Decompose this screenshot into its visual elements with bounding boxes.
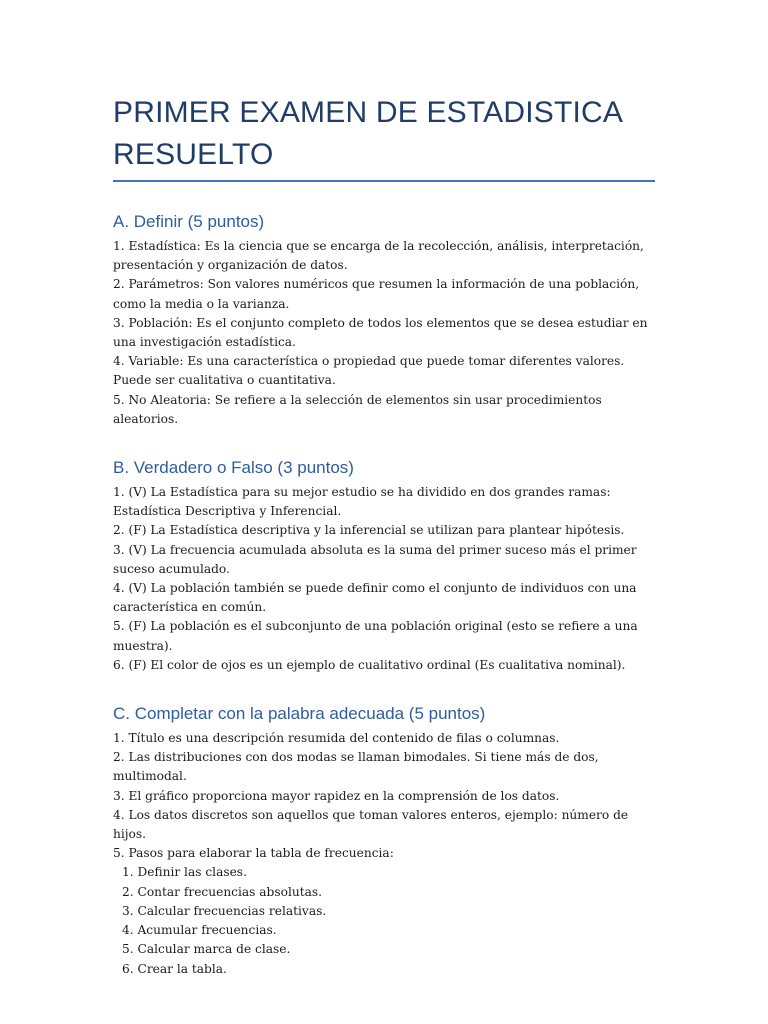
list-item: 6. (F) El color de ojos es un ejemplo de cualitativo ordinal (Es cualitativa nominal).: [113, 657, 626, 672]
sub-list-item: 1. Definir las clases.: [122, 865, 247, 880]
sub-list-item: 4. Acumular frecuencias.: [122, 923, 277, 938]
list-item: 1. Título es una descripción resumida del contenido de filas o columnas.: [113, 731, 560, 746]
section-heading: A. Definir (5 puntos): [113, 212, 265, 231]
document-title: [113, 92, 656, 176]
list-item: 1. Estadística: Es la ciencia que se encarga de la recolección, análisis, interpretación, presentación y organización de datos.: [113, 239, 644, 273]
section-b: [113, 457, 656, 675]
list-item: 5. No Aleatoria: Se refiere a la selección de elementos sin usar procedimientos aleatorios.: [113, 392, 602, 426]
list-item: 2. (F) La Estadística descriptiva y la inferencial se utilizan para plantear hipótesis.: [113, 523, 625, 538]
list-item: 4. Variable: Es una característica o propiedad que puede tomar diferentes valores. Puede ser cualitativa o cuantitativa.: [113, 354, 625, 388]
list-item: 5. Pasos para elaborar la tabla de frecuencia:: [113, 846, 394, 861]
section-c: [113, 703, 656, 979]
list-item: 3. El gráfico proporciona mayor rapidez en la comprensión de los datos.: [113, 788, 560, 803]
list-item: 4. Los datos discretos son aquellos que toman valores enteros, ejemplo: número de hijos.: [113, 807, 629, 842]
list-item: 3. (V) La frecuencia acumulada absoluta es la suma del primer suceso más el primer suceso acumulado.: [113, 542, 637, 576]
section-heading: B. Verdadero o Falso (3 puntos): [113, 458, 354, 478]
list-item: 5. (F) La población es el subconjunto de una población original (esto se refiere a una muestra).: [113, 619, 638, 653]
list-item: 1. (V) La Estadística para su mejor estudio se ha dividido en dos grandes ramas: Estadística Descriptiva y Inferencial.: [113, 485, 611, 519]
sub-list-item: 3. Calcular frecuencias relativas.: [122, 903, 327, 918]
document-page: [113, 92, 656, 979]
section-items: [113, 237, 656, 429]
list-item: 2. Parámetros: Son valores numéricos que resumen la información de una población, como la media o la varianza.: [113, 277, 640, 311]
sub-list-item: 2. Contar frecuencias absolutas.: [122, 884, 322, 899]
list-item: 3. Población: Es el conjunto completo de todos los elementos que se desea estudiar en una investigación estadística.: [113, 315, 648, 350]
sub-list-item: 6. Crear la tabla.: [122, 961, 227, 976]
section-items: [113, 483, 656, 675]
section-items: [113, 729, 656, 863]
list-item: 2. Las distribuciones con dos modas se llaman bimodales. Si tiene más de dos, multimodal.: [113, 750, 599, 784]
list-item: 4. (V) La población también se puede definir como el conjunto de individuos con una característica en común.: [113, 581, 637, 615]
section-heading: C. Completar con la palabra adecuada (5 puntos): [113, 704, 486, 724]
title-underline: [113, 180, 655, 182]
title-line-2: RESUELTO: [113, 138, 274, 171]
frequency-table-steps: [113, 863, 656, 978]
title-line-1: PRIMER EXAMEN DE ESTADISTICA: [113, 96, 624, 129]
section-a: [113, 211, 656, 429]
sub-list-item: 5. Calcular marca de clase.: [122, 942, 291, 957]
